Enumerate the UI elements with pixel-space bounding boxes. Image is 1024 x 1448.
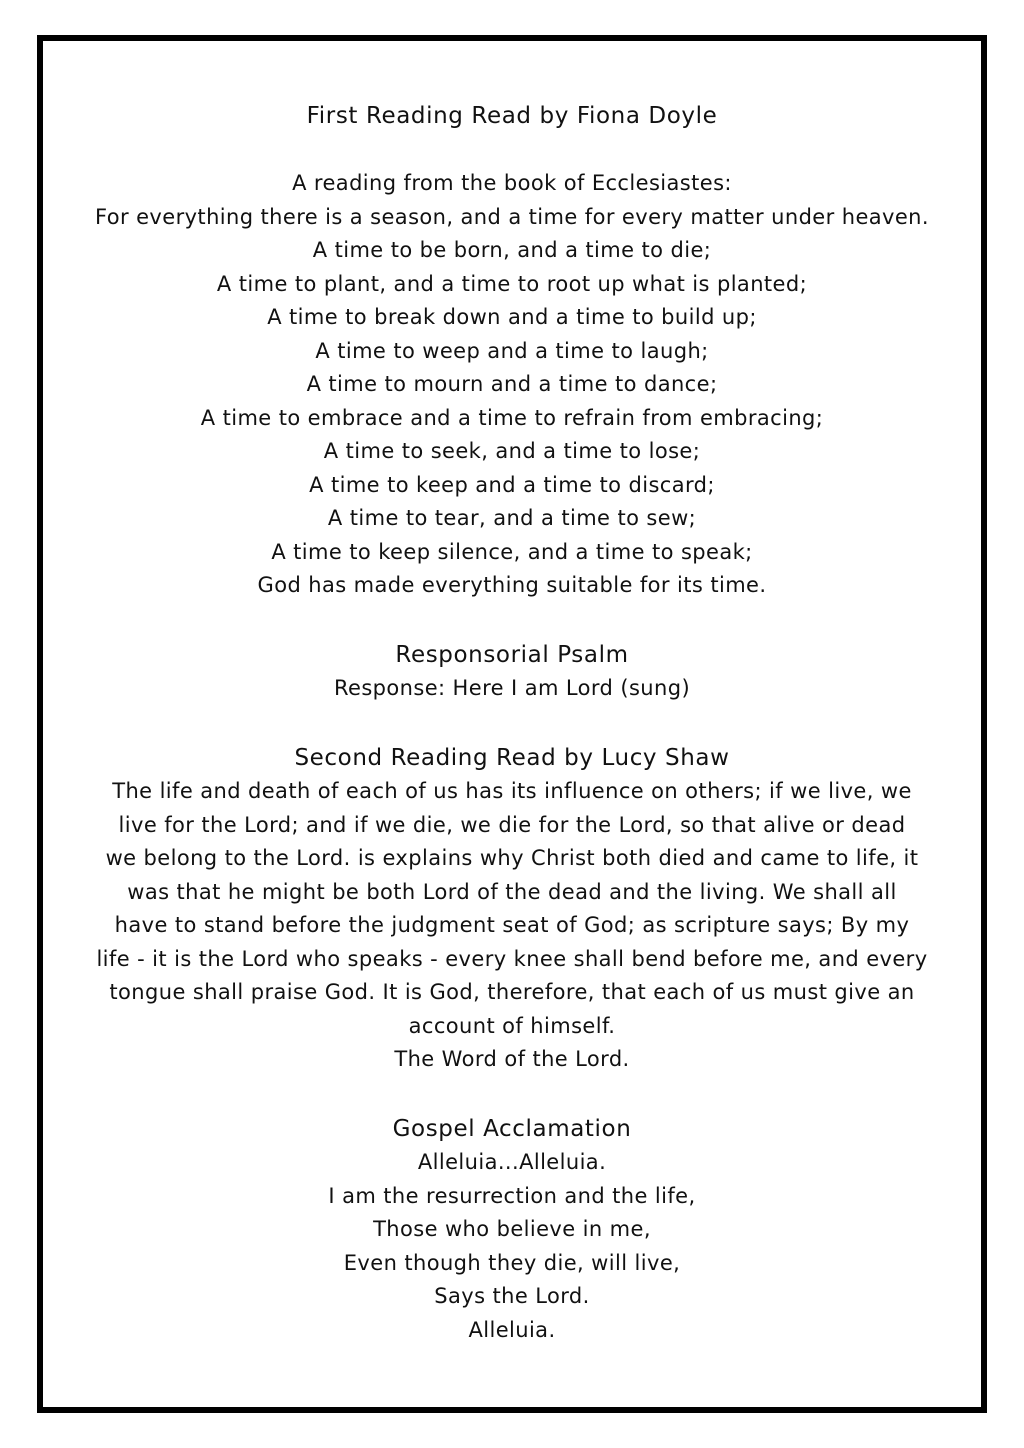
text-line: A time to mourn and a time to dance; xyxy=(306,372,718,396)
second-reading-heading: Second Reading Read by Lucy Shaw xyxy=(294,744,730,771)
text-line: For everything there is a season, and a time for every matter under heaven. xyxy=(95,204,929,229)
text-line: tongue shall praise God. It is God, therefore, that each of us must give an xyxy=(109,980,915,1004)
text-line: Alleluia. xyxy=(468,1317,556,1342)
text-line: The Word of the Lord. xyxy=(394,1047,630,1071)
text-line: Alleluia...Alleluia. xyxy=(417,1150,607,1174)
gospel-text xyxy=(0,1146,1024,1347)
spacer xyxy=(0,603,1024,639)
text-line: was that he might be both Lord of the dead and the living. We shall all xyxy=(127,879,897,904)
text-line: live for the Lord; and if we die, we die for the Lord, so that alive or dead xyxy=(118,812,906,837)
first-reading-heading: First Reading Read by Fiona Doyle xyxy=(306,103,718,129)
text-line: account of himself. xyxy=(408,1013,616,1038)
text-line: A time to embrace and a time to refrain from embracing; xyxy=(200,405,824,430)
text-line: A reading from the book of Ecclesiastes: xyxy=(292,171,732,195)
text-line: A time to seek, and a time to lose; xyxy=(323,439,701,463)
text-line: A time to be born, and a time to die; xyxy=(312,238,712,262)
text-line: A time to plant, and a time to root up what is planted; xyxy=(216,271,808,296)
first-reading-text xyxy=(0,167,1024,603)
text-line: Those who believe in me, xyxy=(373,1217,651,1241)
spacer xyxy=(0,1077,1024,1113)
text-line: A time to keep silence, and a time to speak; xyxy=(271,539,753,564)
text-line: A time to break down and a time to build up; xyxy=(267,305,757,329)
gospel-heading: Gospel Acclamation xyxy=(392,1115,632,1142)
text-line: Says the Lord. xyxy=(434,1284,590,1308)
psalm-response: Response: Here I am Lord (sung) xyxy=(333,676,691,700)
text-line: A time to weep and a time to laugh; xyxy=(315,338,709,363)
text-line: I am the resurrection and the life, xyxy=(328,1183,696,1208)
second-reading-text xyxy=(0,775,1024,1077)
text-line: life - it is the Lord who speaks - every knee shall bend before me, and every xyxy=(96,946,928,971)
spacer xyxy=(0,706,1024,742)
text-line: A time to keep and a time to discard; xyxy=(309,472,715,497)
spacer xyxy=(0,134,1024,168)
text-line: we belong to the Lord. is explains why Christ both died and came to life, it xyxy=(105,846,919,870)
text-line: God has made everything suitable for its time. xyxy=(257,573,767,597)
text-line: Even though they die, will live, xyxy=(343,1250,681,1275)
document-body xyxy=(0,100,1024,1347)
text-line: have to stand before the judgment seat of God; as scripture says; By my xyxy=(114,913,910,937)
text-line: A time to tear, and a time to sew; xyxy=(327,506,697,530)
psalm-heading: Responsorial Psalm xyxy=(395,641,629,668)
text-line: The life and death of each of us has its influence on others; if we live, we xyxy=(112,779,912,803)
